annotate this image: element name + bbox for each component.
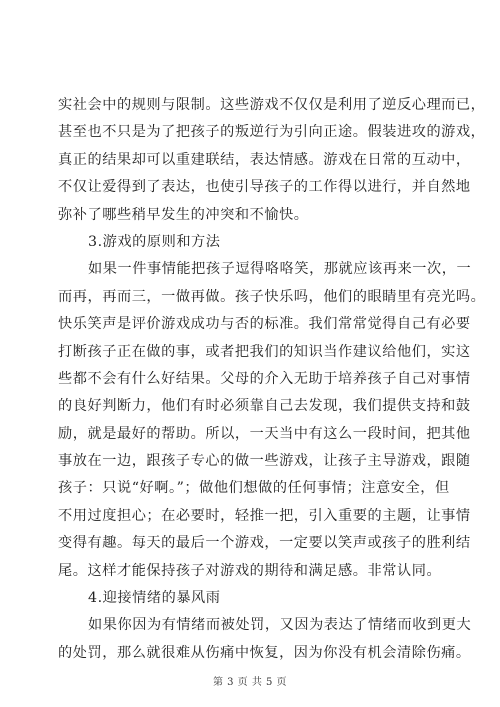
- body-line: 快乐笑声是评价游戏成功与否的标准。我们常常觉得自己有必要: [58, 316, 471, 333]
- body-line: 励，就是最好的帮助。所以，一天当中有这么一段时间，把其他: [58, 425, 471, 442]
- body-line: 而再，再而三，一做再做。孩子快乐吗，他们的眼睛里有亮光吗。: [58, 288, 486, 305]
- body-line: 如果一件事情能把孩子逗得咯咯笑，那就应该再来一次，一: [88, 261, 472, 278]
- body-line: 事放在一边，跟孩子专心的做一些游戏，让孩子主导游戏，跟随: [58, 453, 471, 470]
- body-line: 不用过度担心；在必要时，轻推一把，引入重要的主题，让事情: [58, 507, 471, 524]
- body-line: 的良好判断力，他们有时必须靠自己去发现，我们提供支持和鼓: [58, 398, 471, 415]
- body-line: 孩子：只说“好啊。”；做他们想做的任何事情；注意安全，但: [58, 480, 450, 497]
- document-body: [58, 92, 486, 667]
- body-line: 变得有趣。每天的最后一个游戏，一定要以笑声或孩子的胜利结: [58, 535, 471, 552]
- page-number-footer: 第 3 页 共 5 页: [212, 677, 288, 688]
- body-line: 些都不会有什么好结果。父母的介入无助于培养孩子自己对事情: [58, 370, 471, 387]
- body-line: 真正的结果却可以重建联结，表达情感。游戏在日常的互动中，: [58, 151, 471, 168]
- section-heading: 4.迎接情绪的暴风雨: [88, 590, 221, 607]
- body-line: 的处罚，那么就很难从伤痛中恢复，因为你没有机会清除伤痛。: [58, 644, 471, 661]
- body-line: 尾。这样才能保持孩子对游戏的期待和满足感。非常认同。: [58, 562, 442, 579]
- body-line: 打断孩子正在做的事，或者把我们的知识当作建议给他们，实这: [58, 343, 471, 360]
- body-line: 如果你因为有情绪而被处罚，又因为表达了情绪而收到更大: [88, 617, 472, 634]
- body-line: 甚至也不只是为了把孩子的叛逆行为引向正途。假装进攻的游戏，: [58, 124, 486, 141]
- body-line: 实社会中的规则与限制。这些游戏不仅仅是利用了逆反心理而已，: [58, 97, 486, 113]
- section-heading: 3.游戏的原则和方法: [88, 233, 221, 250]
- body-line: 不仅让爱得到了表达，也使引导孩子的工作得以进行，并自然地: [58, 179, 471, 196]
- body-line: 弥补了哪些稍早发生的冲突和不愉快。: [58, 206, 309, 223]
